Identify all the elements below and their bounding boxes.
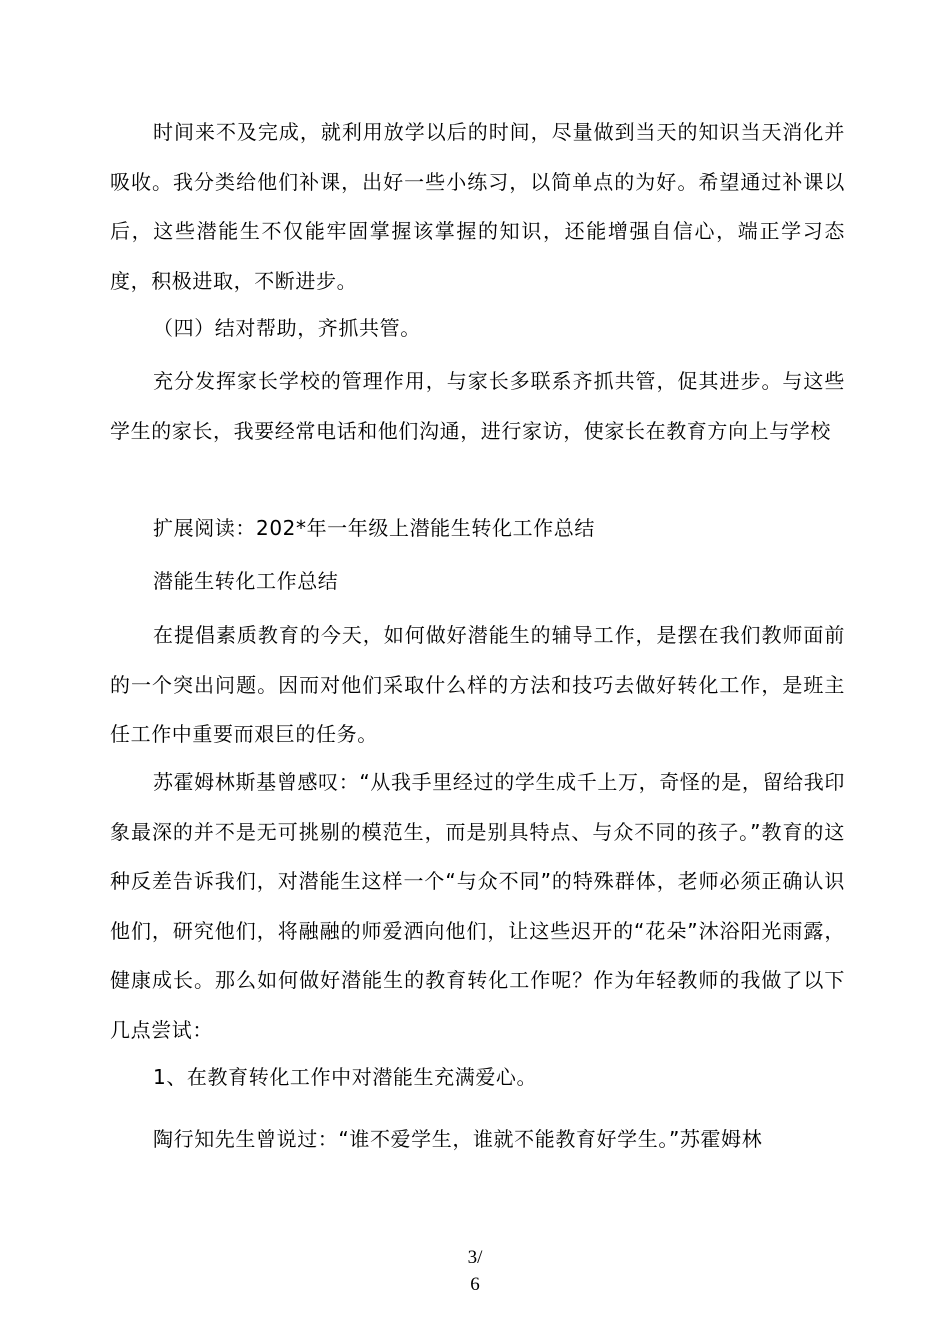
paragraph-parent-school: 充分发挥家长学校的管理作用，与家长多联系齐抓共管，促其进步。与这些学生的家长，我要经常电话和他们沟通，进行家访，使家长在教育方向上与学校 bbox=[110, 369, 845, 443]
page-number-total: 6 bbox=[470, 1274, 480, 1295]
page-number-current: 3/ bbox=[467, 1247, 483, 1268]
paragraph-tao-xingzhi-quote: 陶行知先生曾说过：“谁不爱学生，谁就不能教育好学生。”苏霍姆林 bbox=[153, 1127, 763, 1151]
paragraph-remedial-lessons: 时间来不及完成，就利用放学以后的时间，尽量做到当天的知识当天消化并吸收。我分类给他们补课，出好一些小练习，以简单点的为好。希望通过补课以后，这些潜能生不仅能牢固掌握该掌握的知识，还能增强自信心，端正学习态度，积极进取，不断进步。 bbox=[110, 120, 845, 293]
summary-title: 潜能生转化工作总结 bbox=[153, 569, 339, 593]
paragraph-sukhomlinsky-quote: 苏霍姆林斯基曾感叹：“从我手里经过的学生成千上万，奇怪的是，留给我印象最深的并不是无可挑剔的模范生，而是别具特点、与众不同的孩子。”教育的这种反差告诉我们，对潜能生这样一个“与众不同”的特殊群体，老师必须正确认识他们，研究他们，将融融的师爱洒向他们，让这些迟开的“花朵”沐浴阳光雨露，健康成长。那么如何做好潜能生的教育转化工作呢？作为年轻教师的我做了以下几点尝试： bbox=[110, 770, 845, 1042]
page-number bbox=[440, 1244, 510, 1298]
paragraph-quality-education: 在提倡素质教育的今天，如何做好潜能生的辅导工作，是摆在我们教师面前的一个突出问题。因而对他们采取什么样的方法和技巧去做好转化工作，是班主任工作中重要而艰巨的任务。 bbox=[110, 623, 845, 746]
numbered-point-love: 1、在教育转化工作中对潜能生充满爱心。 bbox=[153, 1065, 538, 1089]
section-heading-pairing-help: （四）结对帮助，齐抓共管。 bbox=[153, 316, 421, 340]
extended-reading-title: 扩展阅读：202*年一年级上潜能生转化工作总结 bbox=[153, 516, 595, 540]
